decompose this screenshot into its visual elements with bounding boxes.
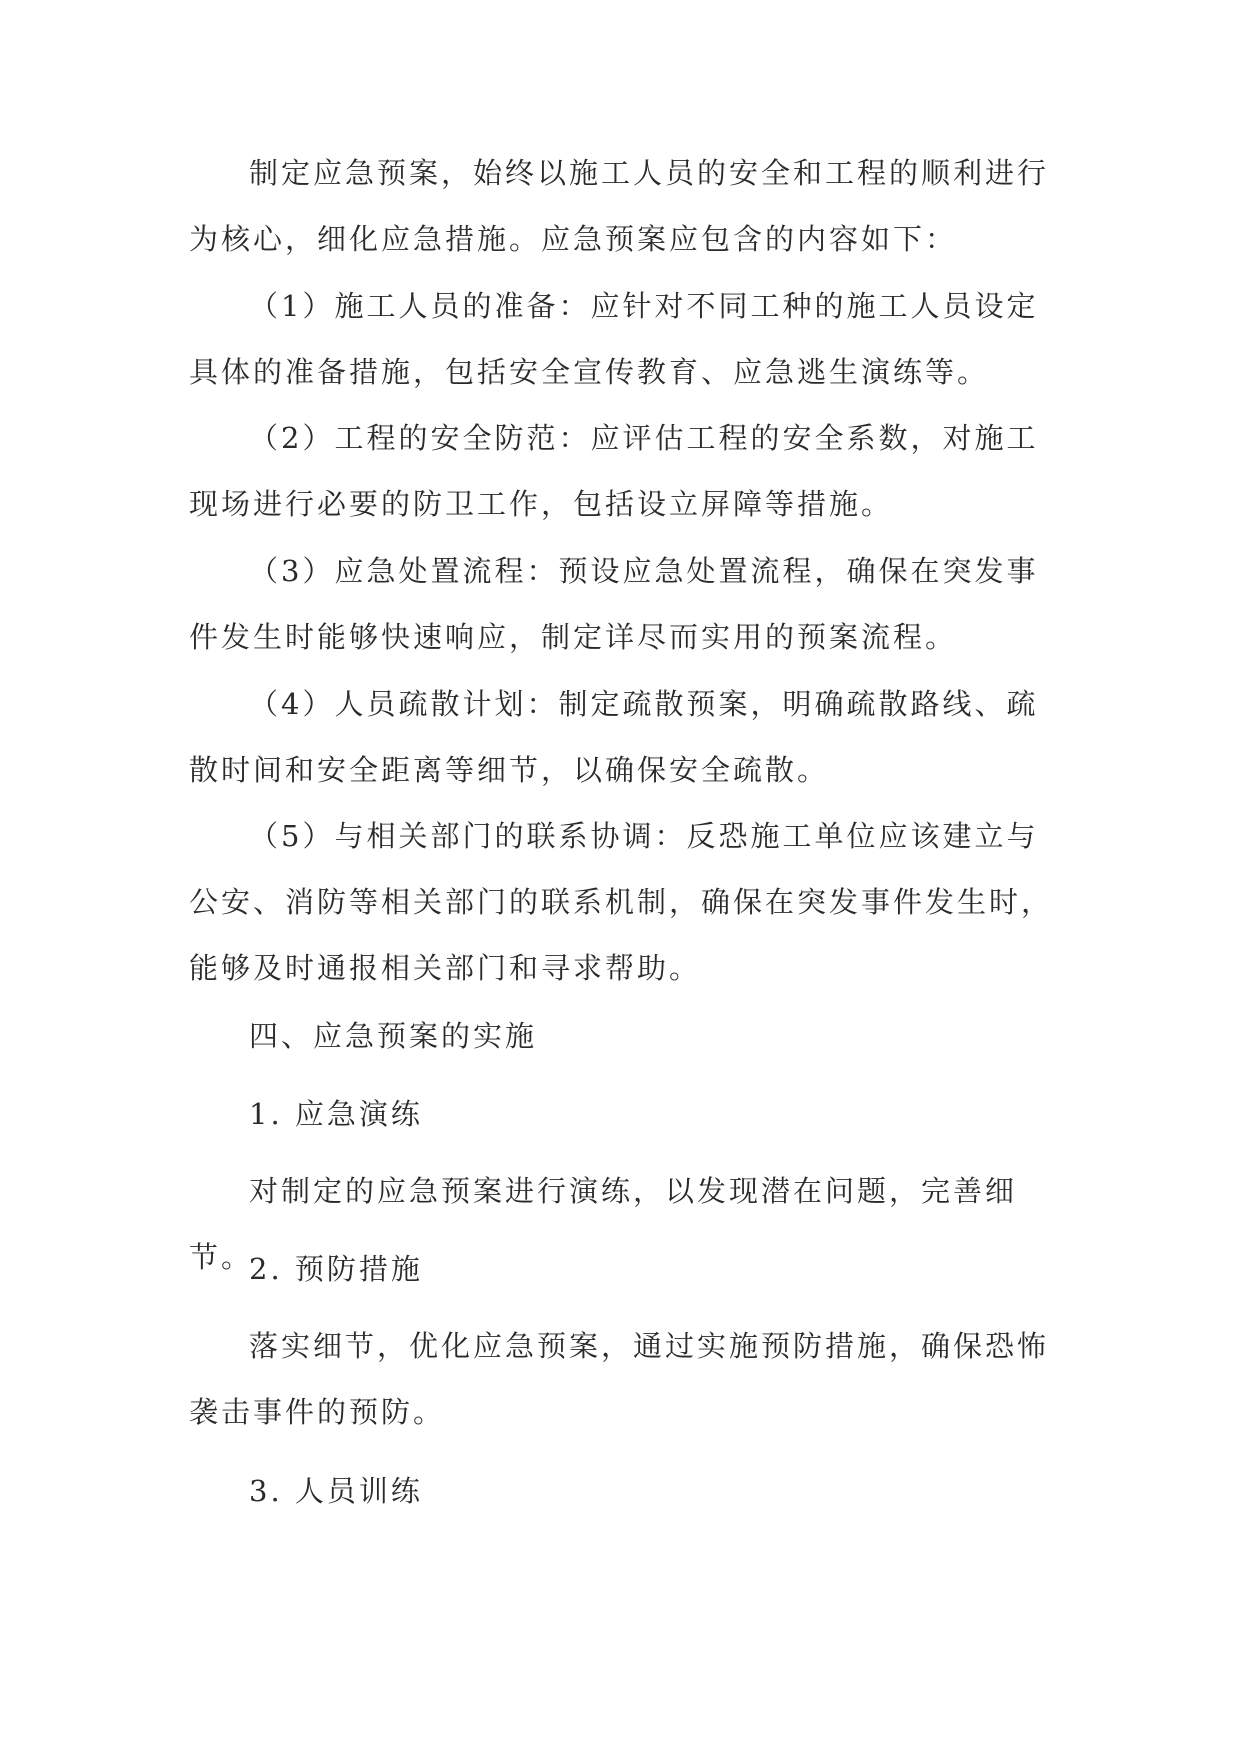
item-paragraph-1: （1）施工人员的准备：应针对不同工种的施工人员设定具体的准备措施，包括安全宣传教育、应急逃生演练等。	[189, 289, 1039, 389]
intro-paragraph: 制定应急预案，始终以施工人员的安全和工程的顺利进行为核心，细化应急措施。应急预案应包含的内容如下：	[189, 156, 1050, 256]
item-paragraph-5: （5）与相关部门的联系协调：反恐施工单位应该建立与公安、消防等相关部门的联系机制，确保在突发事件发生时，能够及时通报相关部门和寻求帮助。	[189, 819, 1054, 985]
item-paragraph-4: （4）人员疏散计划：制定疏散预案，明确疏散路线、疏散时间和安全距离等细节，以确保安全疏散。	[189, 687, 1039, 787]
subheading-3: 3. 人员训练	[249, 1474, 423, 1508]
section-heading: 四、应急预案的实施	[249, 1019, 538, 1053]
subheading-2: 2. 预防措施	[249, 1252, 423, 1286]
subheading-2-body: 落实细节，优化应急预案，通过实施预防措施，确保恐怖袭击事件的预防。	[189, 1329, 1050, 1429]
subheading-1-body: 对制定的应急预案进行演练，以发现潜在问题，完善细节。	[189, 1174, 1018, 1274]
item-paragraph-3: （3）应急处置流程：预设应急处置流程，确保在突发事件发生时能够快速响应，制定详尽而实用的预案流程。	[189, 554, 1039, 654]
item-paragraph-2: （2）工程的安全防范：应评估工程的安全系数，对施工现场进行必要的防卫工作，包括设立屏障等措施。	[189, 421, 1039, 521]
subheading-1: 1. 应急演练	[249, 1097, 423, 1131]
